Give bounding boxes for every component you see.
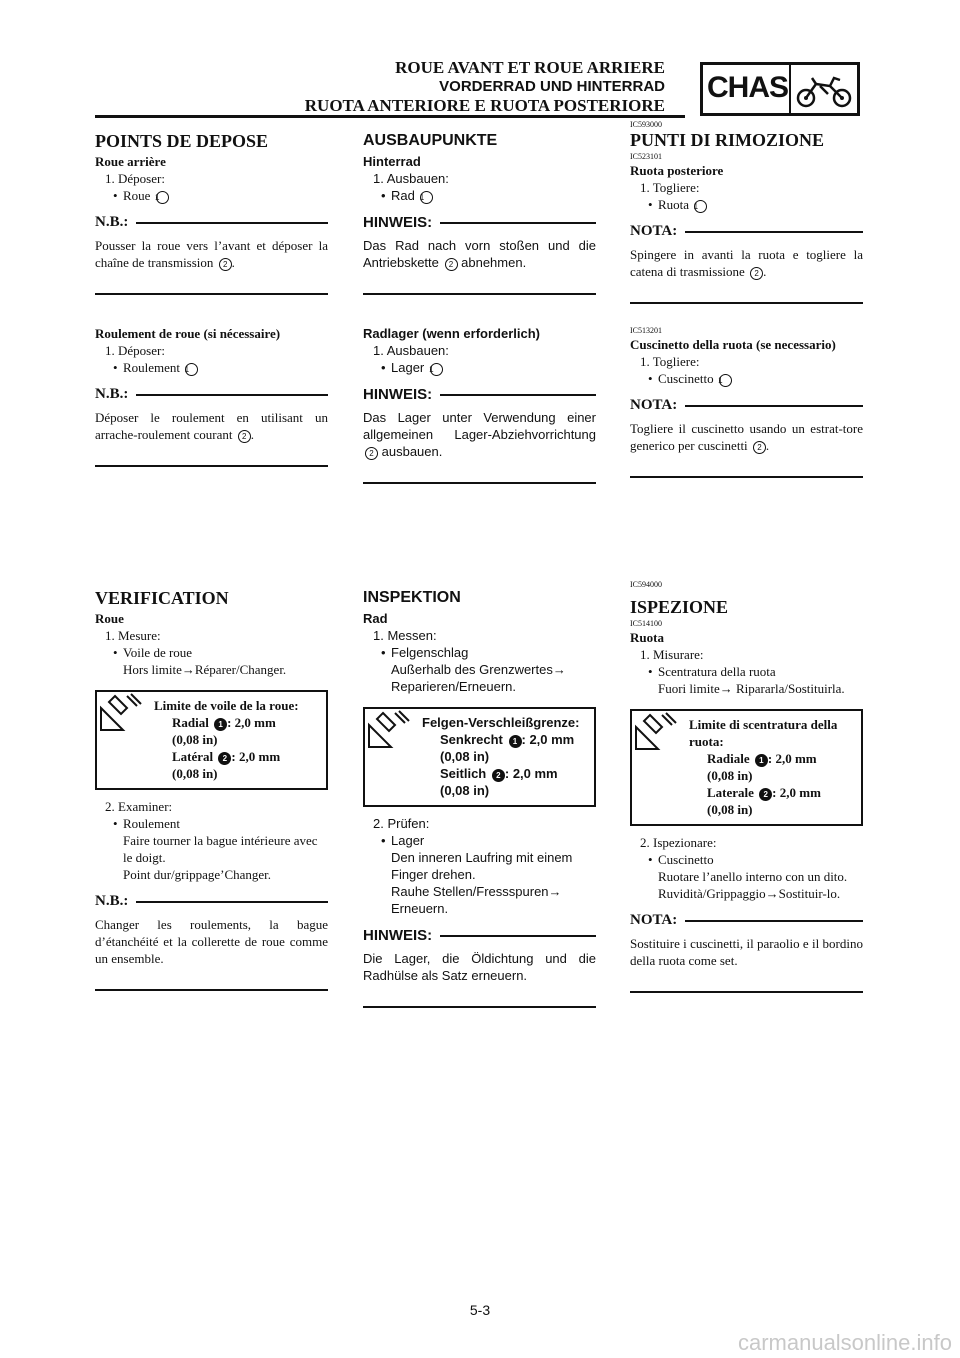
note-end-rule: [363, 1006, 596, 1008]
note-heading: N.B.:: [95, 214, 328, 231]
note-text: Das Lager unter Verwendung einer allgemeinen Lager-Abziehvorrichtung 2 ausbauen.: [363, 410, 596, 459]
spec-lateral: Latéral 2 : 2,0 mm: [172, 749, 281, 764]
list-item: • Lager: [381, 833, 425, 848]
section-title: VERIFICATION: [95, 588, 229, 608]
ref-code: IC514100: [630, 619, 662, 628]
header-rule: [95, 115, 685, 118]
wrench-icon: [365, 709, 415, 759]
subsection-title: Roue: [95, 611, 124, 626]
wrench-icon: [632, 711, 682, 761]
list-detail: Faire tourner la bague intérieure avec le doigt.: [123, 833, 318, 865]
note-heading: NOTA:: [630, 397, 863, 414]
note-text: Sostituire i cuscinetti, il paraolio e il bordino della ruota come set.: [630, 936, 863, 968]
note-text: Die Lager, die Öldichtung und die Radhülse als Satz erneuern.: [363, 951, 596, 983]
step-text: 1. Déposer:: [105, 343, 165, 358]
list-item: • Felgenschlag: [381, 645, 469, 660]
list-item: • Roue 1: [95, 187, 328, 204]
spec-box: [363, 707, 596, 807]
list-detail: Point dur/grippage’Changer.: [123, 867, 272, 882]
note-end-rule: [363, 482, 596, 484]
note-heading: NOTA:: [630, 912, 863, 929]
spec-lateral-in: (0,08 in): [172, 766, 218, 781]
list-detail: Ruvidità/Grippaggio→Sostituir-lo.: [658, 886, 841, 901]
note-end-rule: [95, 465, 328, 467]
step-text: 2. Ispezionare:: [640, 835, 717, 850]
step-text: 1. Ausbauen:: [373, 343, 449, 358]
step-text: 2. Examiner:: [105, 799, 173, 814]
note-end-rule: [95, 989, 328, 991]
list-item: • Roulement: [113, 816, 181, 831]
note-text: Changer les roulements, la bague d’étanchéité et la collerette de roue comme un ensemble.: [95, 917, 328, 966]
list-item: • Cuscinetto 1: [630, 370, 863, 387]
list-item: • Roulement 1: [95, 359, 328, 376]
spec-lateral: Seitlich 2 : 2,0 mm: [440, 766, 558, 781]
header-title-fr: ROUE AVANT ET ROUE ARRIERE: [395, 58, 665, 77]
list-detail: Hors limite→Réparer/Changer.: [123, 662, 287, 677]
list-item: • Rad 1: [363, 187, 596, 204]
ref-code: IC594000: [630, 580, 662, 589]
step-text: 1. Togliere:: [640, 354, 700, 369]
subsection-title: Rad: [363, 611, 388, 626]
spec-title: Limite de voile de la roue:: [154, 698, 299, 713]
spec-box: [630, 709, 863, 826]
chas-badge: [700, 62, 860, 116]
note-end-rule: [630, 476, 863, 478]
note-text: Spingere in avanti la ruota e togliere la catena di trasmissione 2 .: [630, 247, 863, 279]
subsection-title: Roulement de roue (si nécessaire): [95, 326, 281, 341]
list-item: • Cuscinetto: [648, 852, 714, 867]
section-title: POINTS DE DEPOSE: [95, 131, 269, 151]
list-detail: Außerhalb des Grenzwertes→ Reparieren/Erneuern.: [391, 662, 566, 694]
list-detail: Fuori limite→ Ripararla/Sostituirla.: [658, 681, 845, 696]
column-french-inspection: [95, 588, 328, 991]
spec-radial: Radial 1 : 2,0 mm: [172, 715, 276, 730]
column-french: [95, 131, 328, 467]
spec-radial-in: (0,08 in): [707, 768, 753, 783]
subsection-title: Radlager (wenn erforderlich): [363, 326, 540, 341]
list-detail: Ruotare l’anello interno con un dito.: [658, 869, 848, 884]
spec-title: Felgen-Verschleißgrenze:: [422, 715, 580, 730]
step-text: 1. Mesure:: [105, 628, 161, 643]
wrench-icon: [97, 692, 147, 742]
column-german-inspection: [363, 588, 596, 1008]
section-title: PUNTI DI RIMOZIONE: [630, 130, 825, 150]
note-heading: HINWEIS:: [363, 386, 596, 403]
column-italian-inspection: [630, 578, 863, 993]
ref-code: IC593000: [630, 120, 662, 129]
page-header: [305, 58, 665, 115]
list-item: • Scentratura della ruota: [648, 664, 776, 679]
note-heading: N.B.:: [95, 893, 328, 910]
note-heading: HINWEIS:: [363, 927, 596, 944]
spec-radial: Radiale 1 : 2,0 mm: [707, 751, 817, 766]
step-text: 1. Misurare:: [640, 647, 704, 662]
note-end-rule: [630, 991, 863, 993]
header-title-de: VORDERRAD UND HINTERRAD: [439, 78, 665, 95]
page-number: 5-3: [469, 1302, 491, 1318]
list-detail: Den inneren Laufring mit einem Finger drehen.: [391, 850, 573, 882]
badge-divider: [789, 65, 791, 113]
ref-code: IC513201: [630, 326, 662, 335]
column-italian: [630, 118, 863, 478]
list-item: • Ruota 1: [630, 196, 863, 213]
spec-radial: Senkrecht 1 : 2,0 mm: [440, 732, 575, 747]
step-text: 1. Togliere:: [640, 180, 700, 195]
note-text: Pousser la roue vers l’avant et déposer la chaîne de transmission 2 .: [95, 238, 328, 270]
watermark: carmanualsonline.info: [737, 1330, 952, 1355]
subsection-title: Ruota posteriore: [630, 163, 724, 178]
list-item: • Lager 1: [363, 359, 596, 376]
note-text: Das Rad nach vorn stoßen und die Antriebskette 2 abnehmen.: [363, 238, 596, 270]
section-title: INSPEKTION: [363, 589, 461, 606]
spec-box: [95, 690, 328, 790]
column-german: [363, 131, 596, 484]
spec-radial-in: (0,08 in): [172, 732, 218, 747]
subsection-title: Ruota: [630, 630, 664, 645]
note-heading: HINWEIS:: [363, 214, 596, 231]
step-text: 1. Déposer:: [105, 171, 165, 186]
spec-radial-in: (0,08 in): [440, 749, 490, 764]
step-text: 1. Ausbauen:: [373, 171, 449, 186]
section-title: AUSBAUPUNKTE: [363, 132, 498, 149]
list-item: • Voile de roue: [113, 645, 193, 660]
note-heading: N.B.:: [95, 386, 328, 403]
subsection-title: Roue arrière: [95, 154, 166, 169]
chas-label: CHAS: [707, 71, 789, 104]
header-title-it: RUOTA ANTERIORE E RUOTA POSTERIORE: [304, 96, 665, 115]
subsection-title: Hinterrad: [363, 154, 421, 169]
spec-title: Limite di scentratura della ruota:: [689, 717, 838, 749]
note-heading: NOTA:: [630, 223, 863, 240]
step-text: 2. Prüfen:: [373, 816, 430, 831]
step-text: 1. Messen:: [373, 628, 437, 643]
spec-lateral-in: (0,08 in): [440, 783, 490, 798]
spec-lateral-in: (0,08 in): [707, 802, 753, 817]
section-title: ISPEZIONE: [630, 597, 729, 617]
motorcycle-icon: [794, 70, 854, 110]
subsection-title: Cuscinetto della ruota (se necessario): [630, 337, 836, 352]
note-text: Déposer le roulement en utilisant un arrache-roulement courant 2 .: [95, 410, 328, 442]
ref-code: IC523101: [630, 152, 662, 161]
note-text: Togliere il cuscinetto usando un estrat-tore generico per cuscinetti 2 .: [630, 421, 863, 453]
spec-lateral: Laterale 2 : 2,0 mm: [707, 785, 821, 800]
list-detail: Rauhe Stellen/Fressspuren→ Erneuern.: [391, 884, 562, 916]
